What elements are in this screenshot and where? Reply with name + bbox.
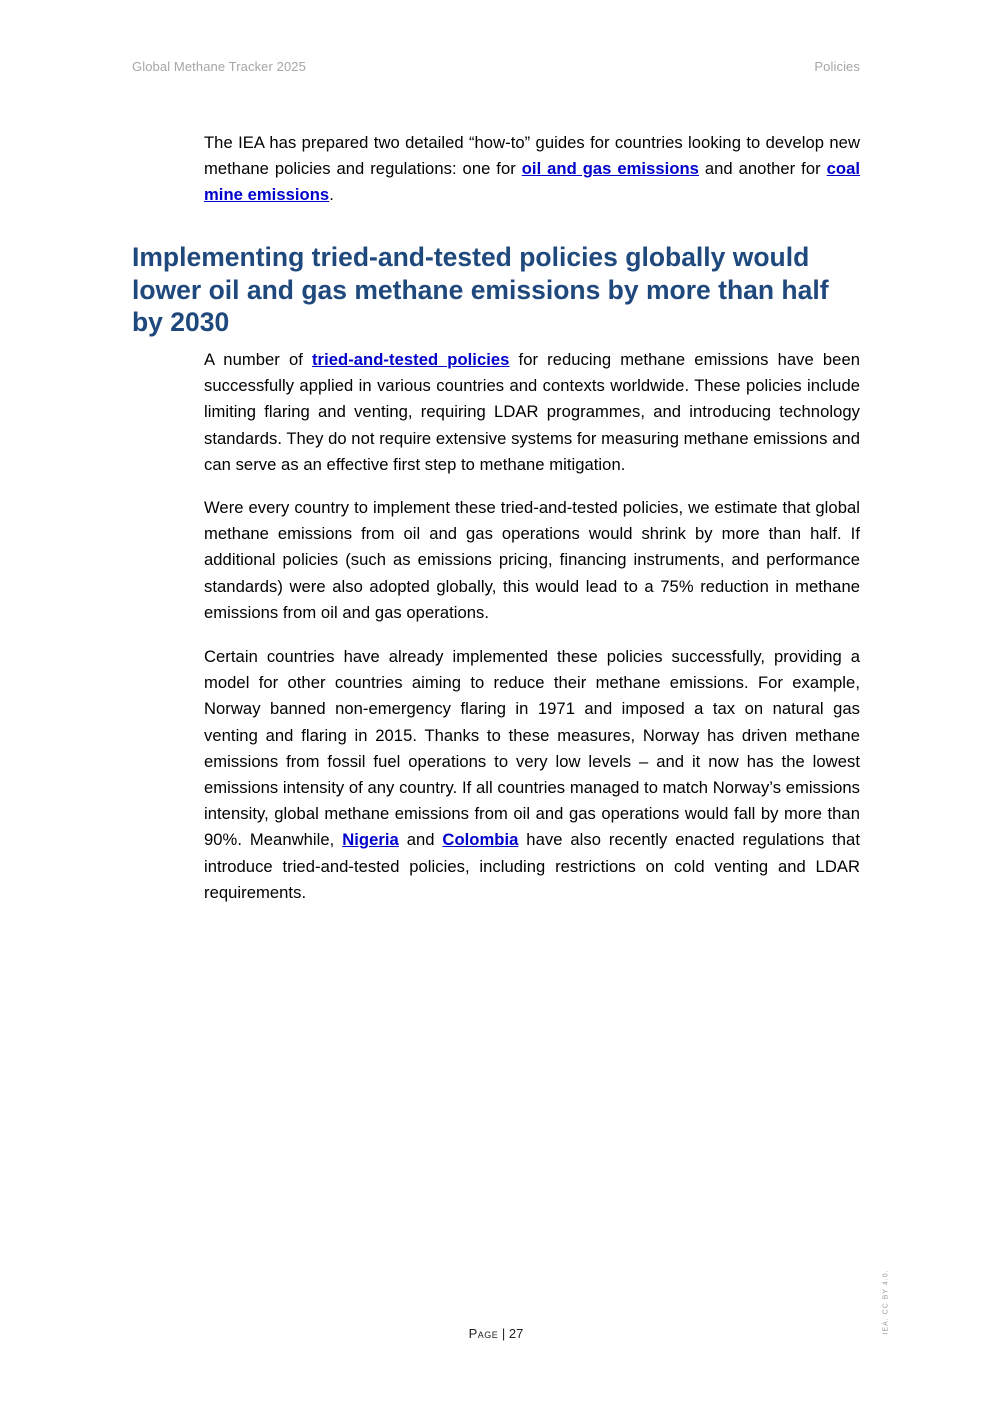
intro-text-2: and another for [698,159,827,179]
p1-text-1: A number of [204,350,312,369]
intro-text-1: The IEA has prepared two detailed “how-to” guides for countries looking to develop new methane policies and regulations: one for [204,133,860,179]
running-header-section: Policies [814,59,860,74]
oil-and-gas-emissions-link[interactable]: oil and gas emissions [521,159,699,179]
body-paragraph-3 [204,644,860,906]
page-footer [0,1326,992,1341]
page-number: 27 [508,1326,524,1341]
p3-text-3: have also recently enacted regulations that introduce tried-and-tested policies, including restrictions on cold venting and LDAR requirements. [204,830,860,902]
p3-text-2: and [398,830,443,850]
body-paragraph-1 [204,347,860,478]
section-heading: Implementing tried-and-tested policies globally would lower oil and gas methane emissions by more than half by 2030 [132,242,829,337]
running-header-title: Global Methane Tracker 2025 [132,59,306,74]
body-paragraph-2: Were every country to implement these tried-and-tested policies, we estimate that global methane emissions from oil and gas operations would shrink by more than half. If additional policies (such as emissions pricing, financing instruments, and performance standards) were also adopted globally, this would lead to a 75% reduction in methane emissions from oil and gas operations. [204,498,860,622]
p1-text-2: for reducing methane emissions have been successfully applied in various countries and contexts worldwide. These policies include limiting flaring and venting, requiring LDAR programmes, and introducing technology standards. They do not require extensive systems for measuring methane emissions and can serve as an effective first step to methane mitigation. [204,350,860,474]
colombia-link[interactable]: Colombia [442,830,519,850]
page-label: Page [468,1326,499,1341]
page-separator: | [498,1326,509,1341]
nigeria-link[interactable]: Nigeria [342,830,399,850]
p3-text-1: Certain countries have already implemented these policies successfully, providing a model for other countries aiming to reduce their methane emissions. For example, Norway banned non-emergency flaring in 1971 and imposed a tax on natural gas venting and flaring in 2015. Thanks to these measures, Norway has driven methane emissions from fossil fuel operations to very low levels – and it now has the lowest emissions intensity of any country. If all countries managed to match Norway’s emissions intensity, global methane emissions from oil and gas operations would fall by more than 90%. Meanwhile, [204,647,860,850]
license-notice: IEA. CC BY 4.0. [882,1269,890,1335]
tried-and-tested-policies-link[interactable]: tried-and-tested policies [311,350,510,369]
coal-mine-emissions-link[interactable]: coal mine emissions [204,159,861,205]
intro-paragraph [204,130,860,209]
intro-text-3: . [329,185,334,205]
